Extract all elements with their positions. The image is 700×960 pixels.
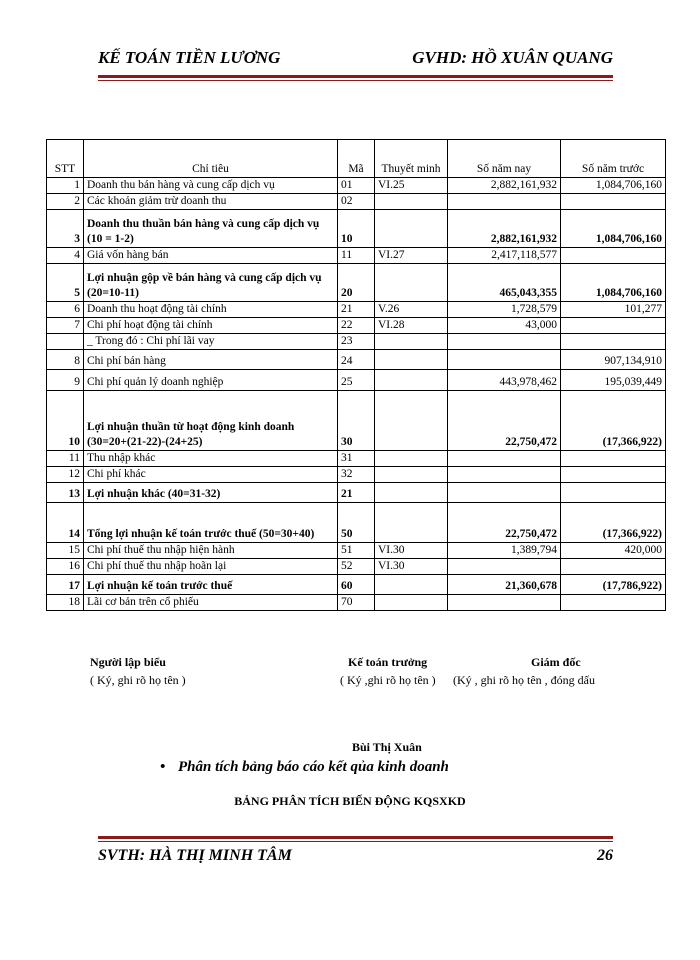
col-header-chi-tieu: Chỉ tiêu <box>84 140 338 178</box>
cell-thuyet-minh <box>375 483 448 503</box>
cell-so-nam-nay <box>448 483 561 503</box>
cell-chi-tieu: Tổng lợi nhuận kế toán trước thuế (50=30+40) <box>84 503 338 543</box>
cell-stt: 11 <box>47 451 84 467</box>
cell-stt: 12 <box>47 467 84 483</box>
col-header-stt: STT <box>47 140 84 178</box>
cell-stt: 18 <box>47 595 84 611</box>
table-row <box>47 483 666 503</box>
cell-stt: 3 <box>47 210 84 248</box>
cell-so-nam-truoc: 1,084,706,160 <box>561 178 666 194</box>
cell-thuyet-minh: VI.30 <box>375 559 448 575</box>
table-header-row <box>47 140 666 178</box>
cell-so-nam-nay: 1,728,579 <box>448 302 561 318</box>
director-signature <box>453 655 595 688</box>
table-row <box>47 559 666 575</box>
col-header-thuyet-minh: Thuyết minh <box>375 140 448 178</box>
table-row <box>47 543 666 559</box>
header-rule-thin <box>98 80 613 81</box>
cell-so-nam-truoc: 907,134,910 <box>561 350 666 370</box>
cell-stt <box>47 334 84 350</box>
cell-ma: 50 <box>338 503 375 543</box>
cell-so-nam-truoc <box>561 483 666 503</box>
table-row <box>47 318 666 334</box>
cell-so-nam-truoc <box>561 451 666 467</box>
cell-thuyet-minh <box>375 391 448 451</box>
table-row <box>47 334 666 350</box>
cell-ma: 25 <box>338 370 375 391</box>
table-row <box>47 302 666 318</box>
footer-rule-thin <box>98 841 613 842</box>
cell-thuyet-minh: VI.30 <box>375 543 448 559</box>
cell-so-nam-truoc: 1,084,706,160 <box>561 210 666 248</box>
cell-thuyet-minh: VI.25 <box>375 178 448 194</box>
cell-chi-tieu: Lợi nhuận khác (40=31-32) <box>84 483 338 503</box>
cell-stt: 15 <box>47 543 84 559</box>
cell-chi-tieu: Doanh thu hoạt động tài chính <box>84 302 338 318</box>
preparer-name: Bùi Thị Xuân <box>352 740 422 754</box>
cell-so-nam-truoc <box>561 559 666 575</box>
table-row <box>47 370 666 391</box>
header-right: GVHD: HỒ XUÂN QUANG <box>412 48 613 67</box>
cell-so-nam-nay <box>448 451 561 467</box>
cell-so-nam-nay <box>448 334 561 350</box>
cell-chi-tieu: Lợi nhuận thuần từ hoạt động kinh doanh (30=20+(21-22)-(24+25) <box>84 391 338 451</box>
cell-thuyet-minh <box>375 264 448 302</box>
cell-so-nam-truoc <box>561 248 666 264</box>
cell-thuyet-minh: V.26 <box>375 302 448 318</box>
cell-so-nam-nay: 1,389,794 <box>448 543 561 559</box>
cell-chi-tieu: Lãi cơ bản trên cổ phiếu <box>84 595 338 611</box>
header-rule-thick <box>98 75 613 78</box>
cell-so-nam-nay: 21,360,678 <box>448 575 561 595</box>
bullet-text: Phân tích bảng báo cáo kết qủa kinh doanh <box>178 759 449 775</box>
cell-ma: 51 <box>338 543 375 559</box>
cell-so-nam-truoc: (17,786,922) <box>561 575 666 595</box>
cell-stt: 6 <box>47 302 84 318</box>
cell-chi-tieu: Chi phí khác <box>84 467 338 483</box>
cell-chi-tieu: Chi phí quản lý doanh nghiệp <box>84 370 338 391</box>
cell-thuyet-minh <box>375 210 448 248</box>
cell-thuyet-minh <box>375 575 448 595</box>
footer-rule-thick <box>98 836 613 839</box>
director-title: Giám đốc <box>531 655 581 669</box>
cell-thuyet-minh <box>375 467 448 483</box>
preparer-note: ( Ký, ghi rõ họ tên ) <box>90 673 186 687</box>
cell-so-nam-truoc: (17,366,922) <box>561 391 666 451</box>
cell-so-nam-nay <box>448 194 561 210</box>
analysis-bullet <box>160 759 449 776</box>
cell-thuyet-minh <box>375 451 448 467</box>
table-row <box>47 178 666 194</box>
cell-thuyet-minh <box>375 194 448 210</box>
table-row <box>47 194 666 210</box>
cell-thuyet-minh <box>375 595 448 611</box>
cell-ma: 20 <box>338 264 375 302</box>
cell-so-nam-truoc: 195,039,449 <box>561 370 666 391</box>
cell-chi-tieu: Lợi nhuận kế toán trước thuế <box>84 575 338 595</box>
preparer-signature <box>90 655 186 688</box>
cell-stt: 9 <box>47 370 84 391</box>
table-row <box>47 248 666 264</box>
cell-ma: 21 <box>338 302 375 318</box>
cell-thuyet-minh <box>375 350 448 370</box>
table-row <box>47 264 666 302</box>
cell-ma: 11 <box>338 248 375 264</box>
col-header-so-nam-nay: Số năm nay <box>448 140 561 178</box>
cell-ma: 70 <box>338 595 375 611</box>
cell-so-nam-nay: 443,978,462 <box>448 370 561 391</box>
cell-so-nam-truoc <box>561 318 666 334</box>
header-left: KẾ TOÁN TIỀN LƯƠNG <box>98 48 281 67</box>
cell-thuyet-minh <box>375 503 448 543</box>
cell-chi-tieu: Các khoản giảm trừ doanh thu <box>84 194 338 210</box>
table-row <box>47 467 666 483</box>
footer-left: SVTH: HÀ THỊ MINH TÂM <box>98 847 292 864</box>
cell-stt: 5 <box>47 264 84 302</box>
table-row <box>47 350 666 370</box>
cell-chi-tieu: Chi phí bán hàng <box>84 350 338 370</box>
cell-ma: 21 <box>338 483 375 503</box>
cell-stt: 13 <box>47 483 84 503</box>
cell-stt: 17 <box>47 575 84 595</box>
page-header <box>98 48 613 72</box>
cell-so-nam-nay: 22,750,472 <box>448 503 561 543</box>
cell-so-nam-nay <box>448 559 561 575</box>
cell-chi-tieu: _ Trong đó : Chi phí lãi vay <box>84 334 338 350</box>
cell-chi-tieu: Lợi nhuận gộp về bán hàng và cung cấp dịch vụ (20=10-11) <box>84 264 338 302</box>
cell-chi-tieu: Chi phí thuế thu nhập hiện hành <box>84 543 338 559</box>
table-row <box>47 575 666 595</box>
income-statement-table <box>46 139 666 611</box>
cell-ma: 10 <box>338 210 375 248</box>
cell-so-nam-truoc: 101,277 <box>561 302 666 318</box>
accountant-signature <box>340 655 436 688</box>
cell-chi-tieu: Doanh thu bán hàng và cung cấp dịch vụ <box>84 178 338 194</box>
cell-ma: 23 <box>338 334 375 350</box>
cell-stt: 2 <box>47 194 84 210</box>
accountant-note: ( Ký ,ghi rõ họ tên ) <box>340 673 436 687</box>
cell-stt: 14 <box>47 503 84 543</box>
cell-so-nam-nay: 2,417,118,577 <box>448 248 561 264</box>
cell-chi-tieu: Thu nhập khác <box>84 451 338 467</box>
col-header-ma: Mã <box>338 140 375 178</box>
cell-so-nam-nay: 43,000 <box>448 318 561 334</box>
cell-so-nam-truoc: (17,366,922) <box>561 503 666 543</box>
preparer-title: Người lập biểu <box>90 655 166 669</box>
page-number: 26 <box>597 847 613 864</box>
cell-so-nam-nay <box>448 595 561 611</box>
cell-so-nam-nay: 22,750,472 <box>448 391 561 451</box>
cell-so-nam-nay <box>448 467 561 483</box>
cell-thuyet-minh <box>375 370 448 391</box>
cell-stt: 10 <box>47 391 84 451</box>
table-row <box>47 451 666 467</box>
cell-so-nam-truoc <box>561 194 666 210</box>
cell-chi-tieu: Chi phí thuế thu nhập hoãn lại <box>84 559 338 575</box>
director-note: (Ký , ghi rõ họ tên , đóng dấu <box>453 673 595 687</box>
page-footer <box>98 847 613 869</box>
cell-ma: 02 <box>338 194 375 210</box>
cell-so-nam-truoc <box>561 595 666 611</box>
cell-chi-tieu: Giá vốn hàng bán <box>84 248 338 264</box>
table-row <box>47 391 666 451</box>
cell-ma: 31 <box>338 451 375 467</box>
cell-stt: 16 <box>47 559 84 575</box>
table-row <box>47 503 666 543</box>
cell-stt: 8 <box>47 350 84 370</box>
cell-ma: 32 <box>338 467 375 483</box>
cell-ma: 52 <box>338 559 375 575</box>
cell-thuyet-minh: VI.28 <box>375 318 448 334</box>
cell-stt: 1 <box>47 178 84 194</box>
cell-stt: 7 <box>47 318 84 334</box>
cell-ma: 24 <box>338 350 375 370</box>
cell-so-nam-truoc: 420,000 <box>561 543 666 559</box>
cell-so-nam-truoc: 1,084,706,160 <box>561 264 666 302</box>
cell-so-nam-truoc <box>561 334 666 350</box>
cell-so-nam-nay: 465,043,355 <box>448 264 561 302</box>
cell-ma: 22 <box>338 318 375 334</box>
cell-so-nam-nay <box>448 350 561 370</box>
cell-chi-tieu: Doanh thu thuần bán hàng và cung cấp dịch vụ (10 = 1-2) <box>84 210 338 248</box>
cell-thuyet-minh <box>375 334 448 350</box>
cell-ma: 60 <box>338 575 375 595</box>
col-header-so-nam-truoc: Số năm trước <box>561 140 666 178</box>
table-row <box>47 595 666 611</box>
cell-so-nam-nay: 2,882,161,932 <box>448 210 561 248</box>
cell-so-nam-truoc <box>561 467 666 483</box>
cell-stt: 4 <box>47 248 84 264</box>
section-title: BẢNG PHÂN TÍCH BIẾN ĐỘNG KQSXKD <box>234 794 466 808</box>
cell-so-nam-nay: 2,882,161,932 <box>448 178 561 194</box>
cell-thuyet-minh: VI.27 <box>375 248 448 264</box>
accountant-title: Kế toán trưởng <box>348 655 428 669</box>
bullet-icon: • <box>160 759 166 775</box>
cell-ma: 01 <box>338 178 375 194</box>
cell-chi-tieu: Chi phí hoạt động tài chính <box>84 318 338 334</box>
cell-ma: 30 <box>338 391 375 451</box>
table-row <box>47 210 666 248</box>
